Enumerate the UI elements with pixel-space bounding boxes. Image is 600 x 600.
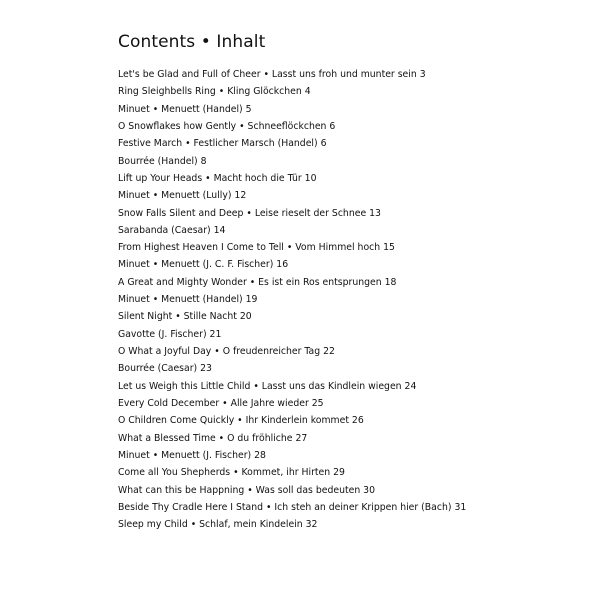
toc-entry: Bourrée (Caesar) 23 bbox=[118, 363, 212, 375]
toc-entry: What a Blessed Time • O du fröhliche 27 bbox=[118, 432, 308, 444]
toc-entry: Bourrée (Handel) 8 bbox=[118, 155, 207, 167]
toc-entry: Minuet • Menuett (J. Fischer) 28 bbox=[118, 449, 266, 461]
toc-entry: Ring Sleighbells Ring • Kling Glöckchen 4 bbox=[118, 86, 311, 98]
toc-entry: Minuet • Menuett (Handel) 5 bbox=[118, 103, 252, 115]
toc-entry: Every Cold December • Alle Jahre wieder 25 bbox=[118, 397, 324, 409]
toc-entry: Festive March • Festlicher Marsch (Handel) 6 bbox=[118, 138, 327, 150]
toc-entry: A Great and Mighty Wonder • Es ist ein Ros entsprungen 18 bbox=[118, 276, 397, 288]
toc-entry: O Snowflakes how Gently • Schneeflöckchen 6 bbox=[118, 120, 336, 132]
toc-entry: O What a Joyful Day • O freudenreicher Tag 22 bbox=[118, 346, 335, 357]
toc-entry: Silent Night • Stille Nacht 20 bbox=[118, 311, 252, 323]
toc-entry: Let us Weigh this Little Child • Lasst uns das Kindlein wiegen 24 bbox=[118, 380, 417, 392]
toc-entry: Lift up Your Heads • Macht hoch die Tür 10 bbox=[118, 172, 317, 184]
toc-entry: Minuet • Menuett (Lully) 12 bbox=[118, 190, 247, 202]
toc-entry: Minuet • Menuett (J. C. F. Fischer) 16 bbox=[118, 259, 289, 271]
toc-entry: From Highest Heaven I Come to Tell • Vom Himmel hoch 15 bbox=[118, 242, 395, 254]
toc-entry: Minuet • Menuett (Handel) 19 bbox=[118, 294, 258, 306]
toc-entry: O Children Come Quickly • Ihr Kinderlein kommet 26 bbox=[118, 415, 364, 427]
toc-entry: What can this be Happning • Was soll das bedeuten 30 bbox=[118, 484, 376, 496]
table-of-contents bbox=[118, 66, 466, 533]
toc-entry: Sleep my Child • Schlaf, mein Kindelein 32 bbox=[118, 519, 318, 531]
toc-entry: Gavotte (J. Fischer) 21 bbox=[118, 328, 222, 340]
toc-entry: Come all You Shepherds • Kommet, ihr Hirten 29 bbox=[118, 467, 345, 479]
page-title: Contents • Inhalt bbox=[118, 32, 266, 52]
toc-entry: Beside Thy Cradle Here I Stand • Ich steh an deiner Krippen hier (Bach) 31 bbox=[118, 501, 467, 513]
toc-entry: Let's be Glad and Full of Cheer • Lasst uns froh und munter sein 3 bbox=[118, 69, 426, 80]
toc-entry: Sarabanda (Caesar) 14 bbox=[118, 224, 226, 236]
toc-entry: Snow Falls Silent and Deep • Leise rieselt der Schnee 13 bbox=[118, 207, 381, 219]
